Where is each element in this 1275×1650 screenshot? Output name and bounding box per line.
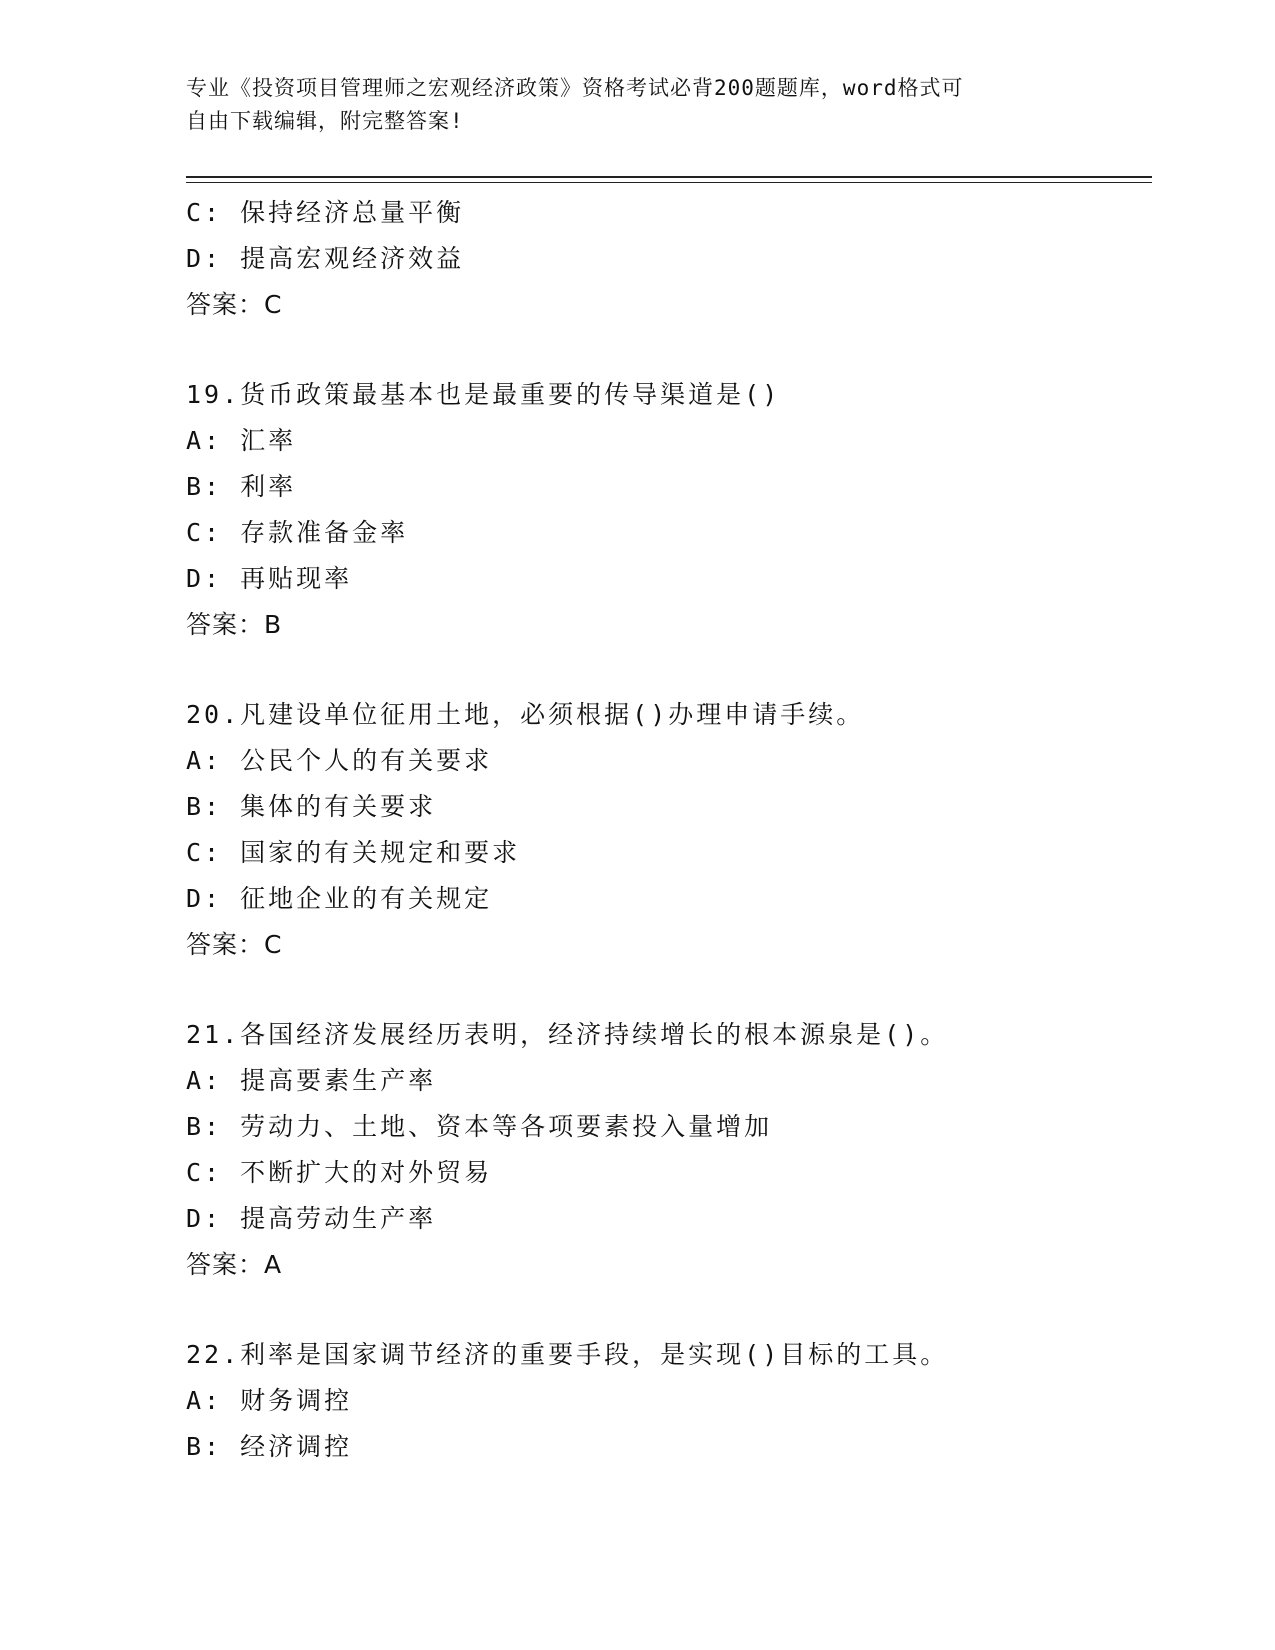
question-stem: 20.凡建设单位征用土地，必须根据()办理申请手续。 — [186, 700, 865, 729]
option-c: C: 保持经济总量平衡 — [186, 198, 465, 227]
option-d: D: 再贴现率 — [186, 564, 353, 593]
option-a: A: 财务调控 — [186, 1386, 353, 1415]
question-list — [186, 190, 1146, 1470]
question-block-19 — [186, 372, 1146, 648]
question-stem: 19.货币政策最基本也是最重要的传导渠道是() — [186, 380, 781, 409]
question-block-22 — [186, 1332, 1146, 1470]
answer-line: 答案：A — [186, 1250, 283, 1279]
question-stem: 22.利率是国家调节经济的重要手段，是实现()目标的工具。 — [186, 1340, 949, 1369]
document-header — [186, 72, 1066, 138]
answer-line: 答案：C — [186, 290, 283, 319]
header-line-1: 专业《投资项目管理师之宏观经济政策》资格考试必背200题题库，word格式可 — [186, 76, 964, 100]
option-c: C: 不断扩大的对外贸易 — [186, 1158, 493, 1187]
header-divider-thin — [186, 182, 1152, 183]
option-a: A: 汇率 — [186, 426, 297, 455]
option-b: B: 利率 — [186, 472, 297, 501]
option-a: A: 提高要素生产率 — [186, 1066, 437, 1095]
option-b: B: 劳动力、土地、资本等各项要素投入量增加 — [186, 1112, 773, 1141]
option-c: C: 国家的有关规定和要求 — [186, 838, 521, 867]
question-block-20 — [186, 692, 1146, 968]
header-divider-thick — [186, 176, 1152, 178]
option-d: D: 提高劳动生产率 — [186, 1204, 437, 1233]
question-block-21 — [186, 1012, 1146, 1288]
option-c: C: 存款准备金率 — [186, 518, 409, 547]
option-b: B: 经济调控 — [186, 1432, 353, 1461]
answer-line: 答案：B — [186, 610, 283, 639]
answer-line: 答案：C — [186, 930, 283, 959]
question-stem: 21.各国经济发展经历表明，经济持续增长的根本源泉是()。 — [186, 1020, 949, 1049]
option-d: D: 征地企业的有关规定 — [186, 884, 493, 913]
option-b: B: 集体的有关要求 — [186, 792, 437, 821]
option-a: A: 公民个人的有关要求 — [186, 746, 493, 775]
option-d: D: 提高宏观经济效益 — [186, 244, 465, 273]
question-block-18 — [186, 190, 1146, 328]
header-line-2: 自由下载编辑，附完整答案! — [186, 109, 464, 133]
